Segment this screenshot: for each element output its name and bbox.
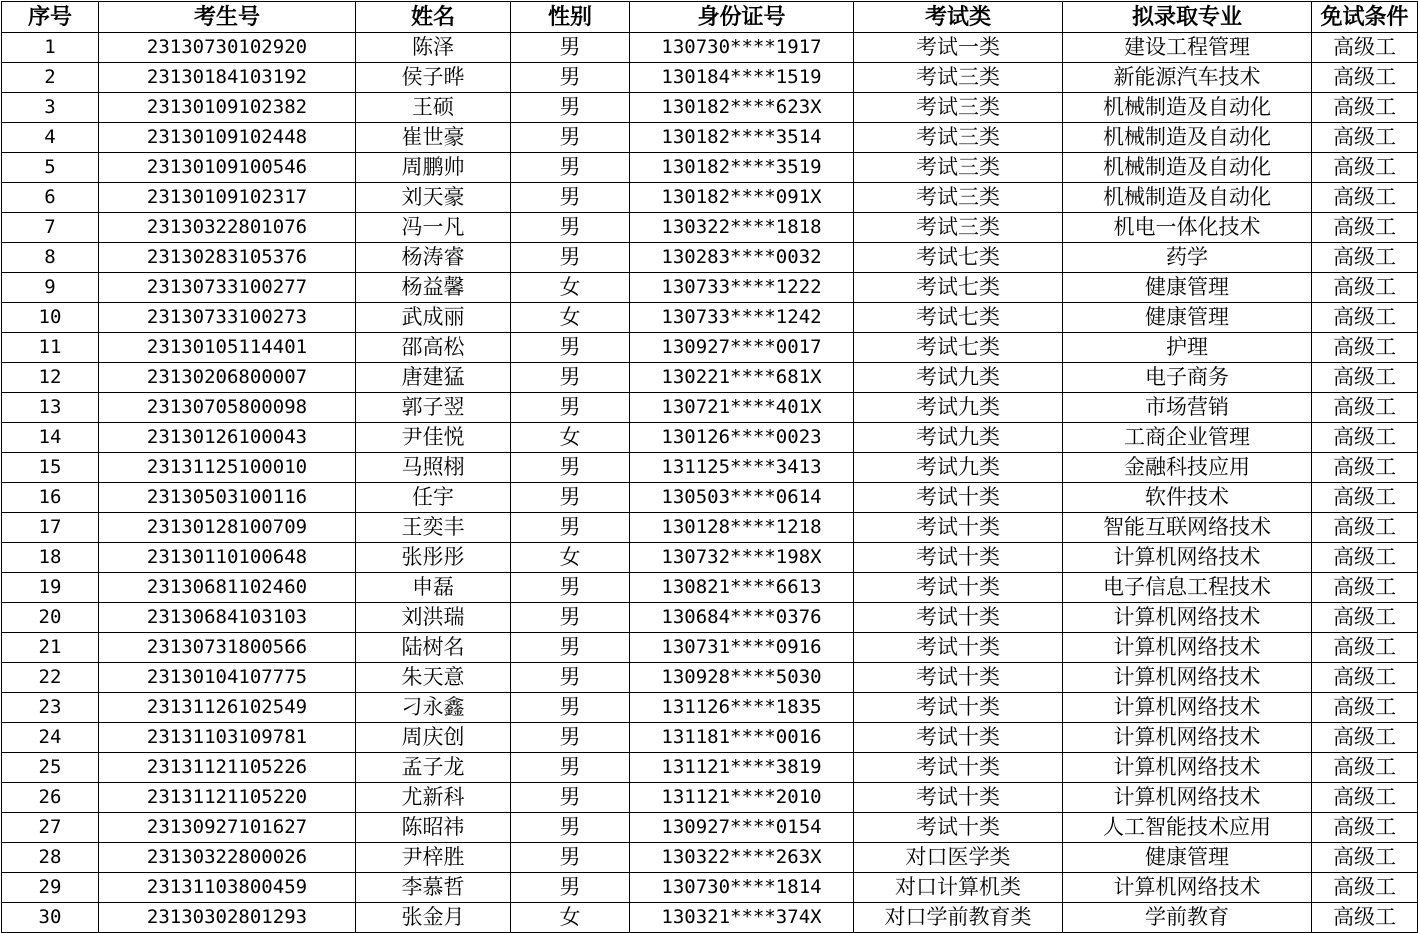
cell-col-exam-category: 对口医学类	[854, 843, 1063, 873]
cell-col-major: 护理	[1063, 333, 1312, 363]
cell-col-candidate-id: 23130283105376	[99, 243, 356, 273]
cell-col-exam-category: 考试七类	[854, 273, 1063, 303]
header-col-exam-category: 考试类	[854, 2, 1063, 33]
cell-col-gender: 女	[511, 543, 630, 573]
cell-col-exam-category: 考试三类	[854, 93, 1063, 123]
cell-col-gender: 男	[511, 723, 630, 753]
cell-col-index: 29	[2, 873, 99, 903]
table-row	[2, 633, 1418, 663]
cell-col-name: 马照栩	[356, 453, 511, 483]
cell-col-exam-category: 考试三类	[854, 153, 1063, 183]
cell-col-exemption: 高级工	[1312, 573, 1418, 603]
cell-col-gender: 男	[511, 873, 630, 903]
cell-col-id-number: 131126****1835	[630, 693, 854, 723]
cell-col-name: 崔世豪	[356, 123, 511, 153]
cell-col-id-number: 130503****0614	[630, 483, 854, 513]
cell-col-gender: 男	[511, 483, 630, 513]
cell-col-candidate-id: 23130126100043	[99, 423, 356, 453]
cell-col-id-number: 130927****0017	[630, 333, 854, 363]
cell-col-gender: 男	[511, 153, 630, 183]
cell-col-major: 计算机网络技术	[1063, 753, 1312, 783]
cell-col-exam-category: 考试七类	[854, 303, 1063, 333]
cell-col-major: 机电一体化技术	[1063, 213, 1312, 243]
cell-col-name: 朱天意	[356, 663, 511, 693]
cell-col-gender: 男	[511, 753, 630, 783]
cell-col-name: 刁永鑫	[356, 693, 511, 723]
cell-col-id-number: 130182****3514	[630, 123, 854, 153]
header-col-name: 姓名	[356, 2, 511, 33]
cell-col-exam-category: 考试七类	[854, 333, 1063, 363]
table-row	[2, 663, 1418, 693]
cell-col-name: 杨涛睿	[356, 243, 511, 273]
cell-col-exemption: 高级工	[1312, 873, 1418, 903]
table-header-row	[2, 2, 1418, 33]
cell-col-index: 26	[2, 783, 99, 813]
cell-col-id-number: 130182****091X	[630, 183, 854, 213]
cell-col-major: 计算机网络技术	[1063, 663, 1312, 693]
cell-col-name: 刘天豪	[356, 183, 511, 213]
cell-col-id-number: 130731****0916	[630, 633, 854, 663]
cell-col-index: 3	[2, 93, 99, 123]
cell-col-exemption: 高级工	[1312, 213, 1418, 243]
cell-col-exam-category: 考试九类	[854, 393, 1063, 423]
cell-col-candidate-id: 23130322801076	[99, 213, 356, 243]
header-col-index: 序号	[2, 2, 99, 33]
cell-col-index: 16	[2, 483, 99, 513]
cell-col-gender: 男	[511, 183, 630, 213]
cell-col-index: 8	[2, 243, 99, 273]
cell-col-index: 28	[2, 843, 99, 873]
cell-col-id-number: 130928****5030	[630, 663, 854, 693]
cell-col-exam-category: 考试十类	[854, 783, 1063, 813]
cell-col-name: 武成丽	[356, 303, 511, 333]
cell-col-exam-category: 考试九类	[854, 363, 1063, 393]
cell-col-index: 5	[2, 153, 99, 183]
cell-col-major: 健康管理	[1063, 273, 1312, 303]
cell-col-major: 学前教育	[1063, 903, 1312, 933]
cell-col-major: 建设工程管理	[1063, 33, 1312, 63]
cell-col-candidate-id: 23131103800459	[99, 873, 356, 903]
cell-col-candidate-id: 23131103109781	[99, 723, 356, 753]
table-row	[2, 33, 1418, 63]
cell-col-exemption: 高级工	[1312, 453, 1418, 483]
cell-col-exam-category: 考试十类	[854, 813, 1063, 843]
cell-col-name: 尹佳悦	[356, 423, 511, 453]
cell-col-index: 7	[2, 213, 99, 243]
cell-col-id-number: 130184****1519	[630, 63, 854, 93]
cell-col-exemption: 高级工	[1312, 693, 1418, 723]
cell-col-major: 计算机网络技术	[1063, 603, 1312, 633]
cell-col-major: 机械制造及自动化	[1063, 93, 1312, 123]
cell-col-exam-category: 考试三类	[854, 123, 1063, 153]
cell-col-major: 人工智能技术应用	[1063, 813, 1312, 843]
cell-col-candidate-id: 23130684103103	[99, 603, 356, 633]
cell-col-exemption: 高级工	[1312, 663, 1418, 693]
table-row	[2, 303, 1418, 333]
cell-col-exemption: 高级工	[1312, 33, 1418, 63]
table-row	[2, 393, 1418, 423]
table-body	[2, 33, 1418, 933]
cell-col-exemption: 高级工	[1312, 903, 1418, 933]
cell-col-name: 杨益馨	[356, 273, 511, 303]
cell-col-exam-category: 考试十类	[854, 513, 1063, 543]
table-row	[2, 153, 1418, 183]
cell-col-major: 市场营销	[1063, 393, 1312, 423]
header-col-gender: 性别	[511, 2, 630, 33]
cell-col-major: 机械制造及自动化	[1063, 123, 1312, 153]
cell-col-id-number: 130733****1222	[630, 273, 854, 303]
cell-col-candidate-id: 23130110100648	[99, 543, 356, 573]
cell-col-index: 12	[2, 363, 99, 393]
cell-col-exam-category: 对口计算机类	[854, 873, 1063, 903]
table-row	[2, 903, 1418, 933]
cell-col-gender: 男	[511, 93, 630, 123]
table-row	[2, 333, 1418, 363]
cell-col-candidate-id: 23130733100273	[99, 303, 356, 333]
cell-col-gender: 男	[511, 123, 630, 153]
cell-col-name: 尤新科	[356, 783, 511, 813]
cell-col-exemption: 高级工	[1312, 513, 1418, 543]
cell-col-exam-category: 考试三类	[854, 183, 1063, 213]
cell-col-major: 软件技术	[1063, 483, 1312, 513]
cell-col-gender: 男	[511, 453, 630, 483]
cell-col-candidate-id: 23130733100277	[99, 273, 356, 303]
table-row	[2, 183, 1418, 213]
cell-col-index: 10	[2, 303, 99, 333]
cell-col-gender: 男	[511, 633, 630, 663]
cell-col-candidate-id: 23130731800566	[99, 633, 356, 663]
cell-col-gender: 男	[511, 573, 630, 603]
cell-col-major: 计算机网络技术	[1063, 543, 1312, 573]
cell-col-gender: 男	[511, 63, 630, 93]
cell-col-exemption: 高级工	[1312, 243, 1418, 273]
cell-col-exam-category: 考试三类	[854, 213, 1063, 243]
cell-col-candidate-id: 23130705800098	[99, 393, 356, 423]
cell-col-gender: 男	[511, 513, 630, 543]
cell-col-exemption: 高级工	[1312, 543, 1418, 573]
cell-col-index: 1	[2, 33, 99, 63]
cell-col-exemption: 高级工	[1312, 333, 1418, 363]
cell-col-exam-category: 考试十类	[854, 723, 1063, 753]
cell-col-index: 13	[2, 393, 99, 423]
cell-col-gender: 男	[511, 693, 630, 723]
cell-col-name: 邵高松	[356, 333, 511, 363]
cell-col-id-number: 130128****1218	[630, 513, 854, 543]
cell-col-candidate-id: 23131125100010	[99, 453, 356, 483]
cell-col-exemption: 高级工	[1312, 63, 1418, 93]
cell-col-name: 冯一凡	[356, 213, 511, 243]
cell-col-gender: 男	[511, 363, 630, 393]
cell-col-gender: 男	[511, 243, 630, 273]
cell-col-id-number: 131121****3819	[630, 753, 854, 783]
cell-col-candidate-id: 23130184103192	[99, 63, 356, 93]
table-row	[2, 273, 1418, 303]
cell-col-index: 23	[2, 693, 99, 723]
cell-col-exemption: 高级工	[1312, 813, 1418, 843]
table-row	[2, 783, 1418, 813]
cell-col-name: 任宇	[356, 483, 511, 513]
cell-col-index: 21	[2, 633, 99, 663]
cell-col-index: 15	[2, 453, 99, 483]
cell-col-major: 电子信息工程技术	[1063, 573, 1312, 603]
cell-col-gender: 女	[511, 273, 630, 303]
cell-col-id-number: 130821****6613	[630, 573, 854, 603]
cell-col-index: 20	[2, 603, 99, 633]
cell-col-name: 陈泽	[356, 33, 511, 63]
cell-col-name: 陆树名	[356, 633, 511, 663]
cell-col-candidate-id: 23130302801293	[99, 903, 356, 933]
cell-col-exemption: 高级工	[1312, 633, 1418, 663]
cell-col-exam-category: 考试十类	[854, 573, 1063, 603]
cell-col-candidate-id: 23130503100116	[99, 483, 356, 513]
cell-col-gender: 女	[511, 303, 630, 333]
cell-col-index: 30	[2, 903, 99, 933]
cell-col-gender: 男	[511, 663, 630, 693]
cell-col-candidate-id: 23131121105220	[99, 783, 356, 813]
table-row	[2, 723, 1418, 753]
cell-col-exemption: 高级工	[1312, 843, 1418, 873]
cell-col-exam-category: 考试十类	[854, 543, 1063, 573]
cell-col-id-number: 130721****401X	[630, 393, 854, 423]
cell-col-exemption: 高级工	[1312, 483, 1418, 513]
table-row	[2, 363, 1418, 393]
cell-col-index: 2	[2, 63, 99, 93]
cell-col-major: 机械制造及自动化	[1063, 153, 1312, 183]
cell-col-major: 智能互联网络技术	[1063, 513, 1312, 543]
cell-col-name: 李慕哲	[356, 873, 511, 903]
table-row	[2, 423, 1418, 453]
table-row	[2, 243, 1418, 273]
cell-col-gender: 男	[511, 783, 630, 813]
cell-col-candidate-id: 23130109102448	[99, 123, 356, 153]
cell-col-name: 陈昭祎	[356, 813, 511, 843]
cell-col-id-number: 130126****0023	[630, 423, 854, 453]
cell-col-gender: 女	[511, 903, 630, 933]
header-col-id-number: 身份证号	[630, 2, 854, 33]
cell-col-major: 电子商务	[1063, 363, 1312, 393]
cell-col-index: 6	[2, 183, 99, 213]
header-col-major: 拟录取专业	[1063, 2, 1312, 33]
cell-col-id-number: 130182****623X	[630, 93, 854, 123]
table-row	[2, 213, 1418, 243]
cell-col-name: 周庆创	[356, 723, 511, 753]
cell-col-id-number: 130730****1814	[630, 873, 854, 903]
cell-col-name: 王奕丰	[356, 513, 511, 543]
cell-col-id-number: 130730****1917	[630, 33, 854, 63]
cell-col-id-number: 130221****681X	[630, 363, 854, 393]
cell-col-candidate-id: 23130681102460	[99, 573, 356, 603]
cell-col-id-number: 131121****2010	[630, 783, 854, 813]
cell-col-candidate-id: 23130105114401	[99, 333, 356, 363]
cell-col-name: 张金月	[356, 903, 511, 933]
table-row	[2, 753, 1418, 783]
cell-col-candidate-id: 23130109100546	[99, 153, 356, 183]
cell-col-exam-category: 考试七类	[854, 243, 1063, 273]
cell-col-index: 4	[2, 123, 99, 153]
cell-col-exam-category: 考试十类	[854, 753, 1063, 783]
cell-col-exemption: 高级工	[1312, 183, 1418, 213]
cell-col-gender: 男	[511, 333, 630, 363]
cell-col-candidate-id: 23131126102549	[99, 693, 356, 723]
cell-col-exam-category: 考试九类	[854, 453, 1063, 483]
cell-col-candidate-id: 23130104107775	[99, 663, 356, 693]
cell-col-name: 孟子龙	[356, 753, 511, 783]
cell-col-major: 机械制造及自动化	[1063, 183, 1312, 213]
cell-col-gender: 男	[511, 603, 630, 633]
table-row	[2, 453, 1418, 483]
cell-col-name: 刘洪瑞	[356, 603, 511, 633]
cell-col-name: 王硕	[356, 93, 511, 123]
table-row	[2, 873, 1418, 903]
cell-col-index: 19	[2, 573, 99, 603]
cell-col-major: 药学	[1063, 243, 1312, 273]
cell-col-id-number: 130321****374X	[630, 903, 854, 933]
cell-col-major: 计算机网络技术	[1063, 633, 1312, 663]
admission-table	[1, 1, 1418, 933]
table-row	[2, 543, 1418, 573]
cell-col-candidate-id: 23130128100709	[99, 513, 356, 543]
cell-col-index: 22	[2, 663, 99, 693]
cell-col-gender: 男	[511, 33, 630, 63]
cell-col-exemption: 高级工	[1312, 723, 1418, 753]
cell-col-exam-category: 考试十类	[854, 483, 1063, 513]
cell-col-id-number: 130684****0376	[630, 603, 854, 633]
cell-col-exemption: 高级工	[1312, 363, 1418, 393]
cell-col-exemption: 高级工	[1312, 423, 1418, 453]
table-row	[2, 573, 1418, 603]
cell-col-id-number: 130182****3519	[630, 153, 854, 183]
cell-col-exam-category: 考试三类	[854, 63, 1063, 93]
cell-col-exemption: 高级工	[1312, 783, 1418, 813]
cell-col-index: 24	[2, 723, 99, 753]
cell-col-index: 17	[2, 513, 99, 543]
cell-col-id-number: 130733****1242	[630, 303, 854, 333]
cell-col-major: 计算机网络技术	[1063, 693, 1312, 723]
table-row	[2, 483, 1418, 513]
cell-col-candidate-id: 23130109102317	[99, 183, 356, 213]
cell-col-major: 工商企业管理	[1063, 423, 1312, 453]
cell-col-name: 尹梓胜	[356, 843, 511, 873]
table-row	[2, 693, 1418, 723]
cell-col-gender: 女	[511, 423, 630, 453]
cell-col-major: 计算机网络技术	[1063, 783, 1312, 813]
table-row	[2, 93, 1418, 123]
cell-col-exemption: 高级工	[1312, 603, 1418, 633]
cell-col-exam-category: 考试十类	[854, 693, 1063, 723]
table-row	[2, 63, 1418, 93]
cell-col-exemption: 高级工	[1312, 753, 1418, 783]
cell-col-name: 侯子晔	[356, 63, 511, 93]
cell-col-exemption: 高级工	[1312, 153, 1418, 183]
cell-col-candidate-id: 23130322800026	[99, 843, 356, 873]
table-row	[2, 513, 1418, 543]
cell-col-index: 27	[2, 813, 99, 843]
cell-col-name: 唐建猛	[356, 363, 511, 393]
cell-col-exam-category: 考试十类	[854, 663, 1063, 693]
cell-col-major: 计算机网络技术	[1063, 723, 1312, 753]
cell-col-name: 张彤彤	[356, 543, 511, 573]
cell-col-major: 健康管理	[1063, 843, 1312, 873]
cell-col-gender: 男	[511, 393, 630, 423]
cell-col-name: 申磊	[356, 573, 511, 603]
cell-col-index: 18	[2, 543, 99, 573]
table-row	[2, 813, 1418, 843]
cell-col-gender: 男	[511, 843, 630, 873]
cell-col-index: 9	[2, 273, 99, 303]
cell-col-exam-category: 考试十类	[854, 633, 1063, 663]
cell-col-candidate-id: 23130730102920	[99, 33, 356, 63]
cell-col-id-number: 130322****1818	[630, 213, 854, 243]
cell-col-name: 周鹏帅	[356, 153, 511, 183]
cell-col-id-number: 131125****3413	[630, 453, 854, 483]
cell-col-major: 新能源汽车技术	[1063, 63, 1312, 93]
header-col-exemption: 免试条件	[1312, 2, 1418, 33]
cell-col-id-number: 130322****263X	[630, 843, 854, 873]
cell-col-gender: 男	[511, 813, 630, 843]
cell-col-exam-category: 考试十类	[854, 603, 1063, 633]
cell-col-name: 郭子翌	[356, 393, 511, 423]
cell-col-exam-category: 考试一类	[854, 33, 1063, 63]
cell-col-major: 金融科技应用	[1063, 453, 1312, 483]
cell-col-index: 11	[2, 333, 99, 363]
table-row	[2, 843, 1418, 873]
cell-col-index: 25	[2, 753, 99, 783]
cell-col-id-number: 131181****0016	[630, 723, 854, 753]
cell-col-gender: 男	[511, 213, 630, 243]
cell-col-exemption: 高级工	[1312, 123, 1418, 153]
cell-col-exam-category: 考试九类	[854, 423, 1063, 453]
cell-col-exemption: 高级工	[1312, 393, 1418, 423]
cell-col-candidate-id: 23130109102382	[99, 93, 356, 123]
cell-col-index: 14	[2, 423, 99, 453]
table-row	[2, 123, 1418, 153]
cell-col-id-number: 130732****198X	[630, 543, 854, 573]
cell-col-exam-category: 对口学前教育类	[854, 903, 1063, 933]
cell-col-major: 计算机网络技术	[1063, 873, 1312, 903]
cell-col-candidate-id: 23131121105226	[99, 753, 356, 783]
cell-col-exemption: 高级工	[1312, 303, 1418, 333]
cell-col-id-number: 130283****0032	[630, 243, 854, 273]
cell-col-major: 健康管理	[1063, 303, 1312, 333]
cell-col-candidate-id: 23130927101627	[99, 813, 356, 843]
cell-col-exemption: 高级工	[1312, 273, 1418, 303]
table-row	[2, 603, 1418, 633]
cell-col-exemption: 高级工	[1312, 93, 1418, 123]
cell-col-candidate-id: 23130206800007	[99, 363, 356, 393]
header-col-candidate-id: 考生号	[99, 2, 356, 33]
cell-col-id-number: 130927****0154	[630, 813, 854, 843]
